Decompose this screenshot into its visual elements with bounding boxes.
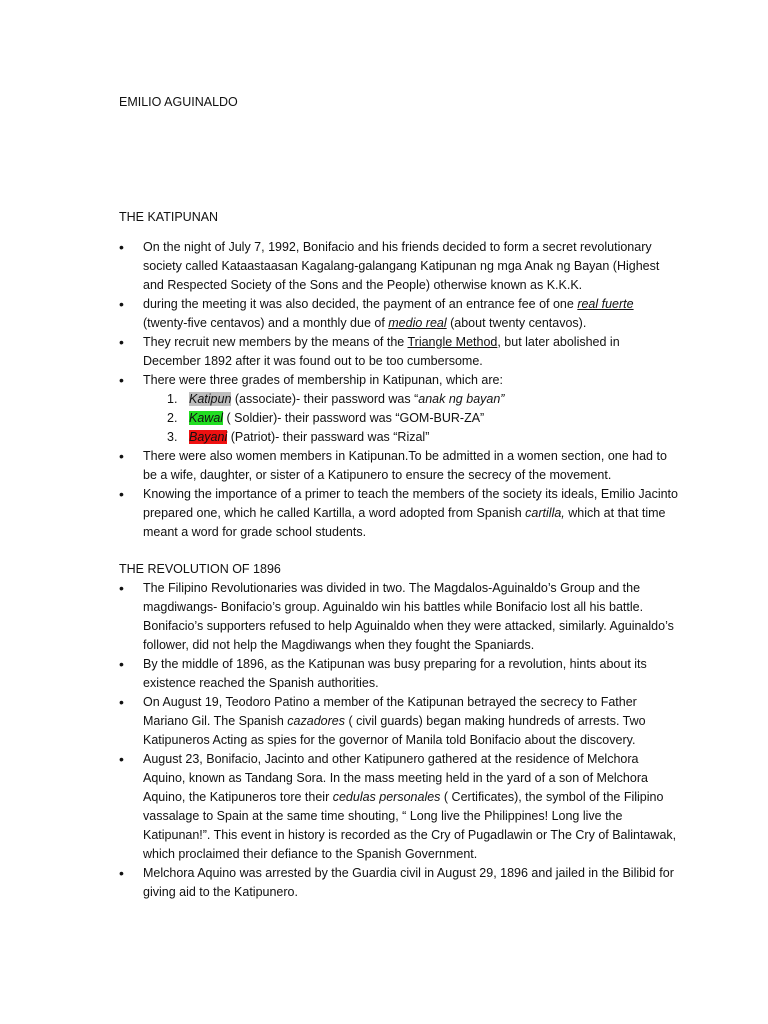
grade-text: ( Soldier)- their password was “GOM-BUR-ZA” [223, 411, 485, 425]
bullet-text: August 23, Bonifacio, Jacinto and other Katipunero gathered at the residence of Melchora Aquino, known as Tandang Sora. In the mass meeting held in the yard of a son of Melchora Aquino, the Katipuneros tore their [143, 752, 648, 804]
bullet-text: By the middle of 1896, as the Katipunan was busy preparing for a revolution, hints about its existence reached the Spanish authorities. [143, 657, 647, 690]
bullet-text: The Filipino Revolutionaries was divided in two. The Magdalos-Aguinaldo’s Group and the magdiwangs- Bonifacio’s group. Aguinaldo win his battles while Bonifacio lost all his battle. Bonifacio’s supporters refused to help Aguinaldo when they were attacked, similarly. Aguinaldo’s follower, did not help the Magdiwangs when they fought the Spaniards. [143, 581, 674, 652]
list-item [119, 485, 679, 542]
term-medio-real: medio real [388, 316, 447, 330]
revolution-bullet-list [119, 579, 679, 902]
bullet-text: They recruit new members by the means of the [143, 335, 408, 349]
list-item [119, 371, 679, 447]
grade-password: anak ng bayan” [418, 392, 505, 406]
grade-name: Kawal [189, 411, 224, 425]
section-heading-katipunan: THE KATIPUNAN [119, 210, 219, 224]
bullet-text: There were three grades of membership in Katipunan, which are: [143, 373, 503, 387]
bullet-text: ( Certificates), the symbol of the Filipino vassalage to Spain at the same time shouting, “ Long live the Philippines! Long live the Katipunan!”. This event in history is recorded as the Cry of Pugadlawin or The Cry of Balintawak, which proclaimed their defiance to the Spanish Government. [143, 790, 677, 861]
bullet-text: during the meeting it was also decided, the payment of an entrance fee of one [143, 297, 578, 311]
list-number: 1. [167, 392, 178, 406]
list-item [119, 333, 679, 371]
bullet-text: (twenty-five centavos) and a monthly due of [143, 316, 389, 330]
bullet-text: Knowing the importance of a primer to teach the members of the society its ideals, Emilio Jacinto prepared one, which he called Kartilla, a word adopted from Spanish [143, 487, 678, 520]
bullet-text: On the night of July 7, 1992, Bonifacio and his friends decided to form a secret revolutionary society called Kataastaasan Kagalang-galangang Katipunan ng mga Anak ng Bayan (Highest and Respected Society of the Sons and the People) otherwise known as K.K.K. [143, 240, 660, 292]
list-number: 3. [167, 430, 178, 444]
list-item [119, 750, 679, 864]
katipunan-bullet-list [119, 238, 679, 542]
grade-item-katipun [143, 390, 679, 409]
bullet-text: ( civil guards) began making hundreds of arrests. Two Katipuneros Acting as spies for the governor of Manila told Bonifacio about the discovery. [143, 714, 646, 747]
term-triangle-method: Triangle Method [407, 335, 498, 349]
grade-text: (associate)- their password was “ [231, 392, 419, 406]
list-item [119, 447, 679, 485]
list-item [119, 238, 679, 295]
term-real-fuerte: real fuerte [577, 297, 634, 311]
document-title: EMILIO AGUINALDO [119, 95, 238, 109]
bullet-text: which at that time meant a word for grade school students. [143, 506, 666, 539]
term-cazadores: cazadores [287, 714, 345, 728]
section-heading-revolution: THE REVOLUTION OF 1896 [119, 562, 281, 576]
term-cartilla: cartilla, [525, 506, 565, 520]
grade-item-kawal [143, 409, 679, 428]
bullet-text: (about twenty centavos). [446, 316, 587, 330]
bullet-text: Melchora Aquino was arrested by the Guardia civil in August 29, 1896 and jailed in the Bilibid for giving aid to the Katipunero. [143, 866, 674, 899]
grade-name: Katipun [189, 392, 232, 406]
term-cedulas-personales: cedulas personales [332, 790, 441, 804]
list-item [119, 295, 679, 333]
list-item [119, 579, 679, 655]
list-item [119, 655, 679, 693]
membership-grades-list [143, 390, 679, 447]
list-item [119, 693, 679, 750]
list-item [119, 864, 679, 902]
grade-text: (Patriot)- their passward was “Rizal” [227, 430, 430, 444]
bullet-text: On August 19, Teodoro Patino a member of the Katipunan betrayed the secrecy to Father Mariano Gil. The Spanish [143, 695, 637, 728]
bullet-text: , but later abolished in December 1892 after it was found out to be too cumbersome. [143, 335, 620, 368]
list-number: 2. [167, 411, 178, 425]
grade-item-bayani [143, 428, 679, 447]
bullet-text: There were also women members in Katipunan.To be admitted in a women section, one had to be a wife, daughter, or sister of a Katipunero to ensure the secrecy of the movement. [143, 449, 667, 482]
grade-name: Bayani [189, 430, 228, 444]
